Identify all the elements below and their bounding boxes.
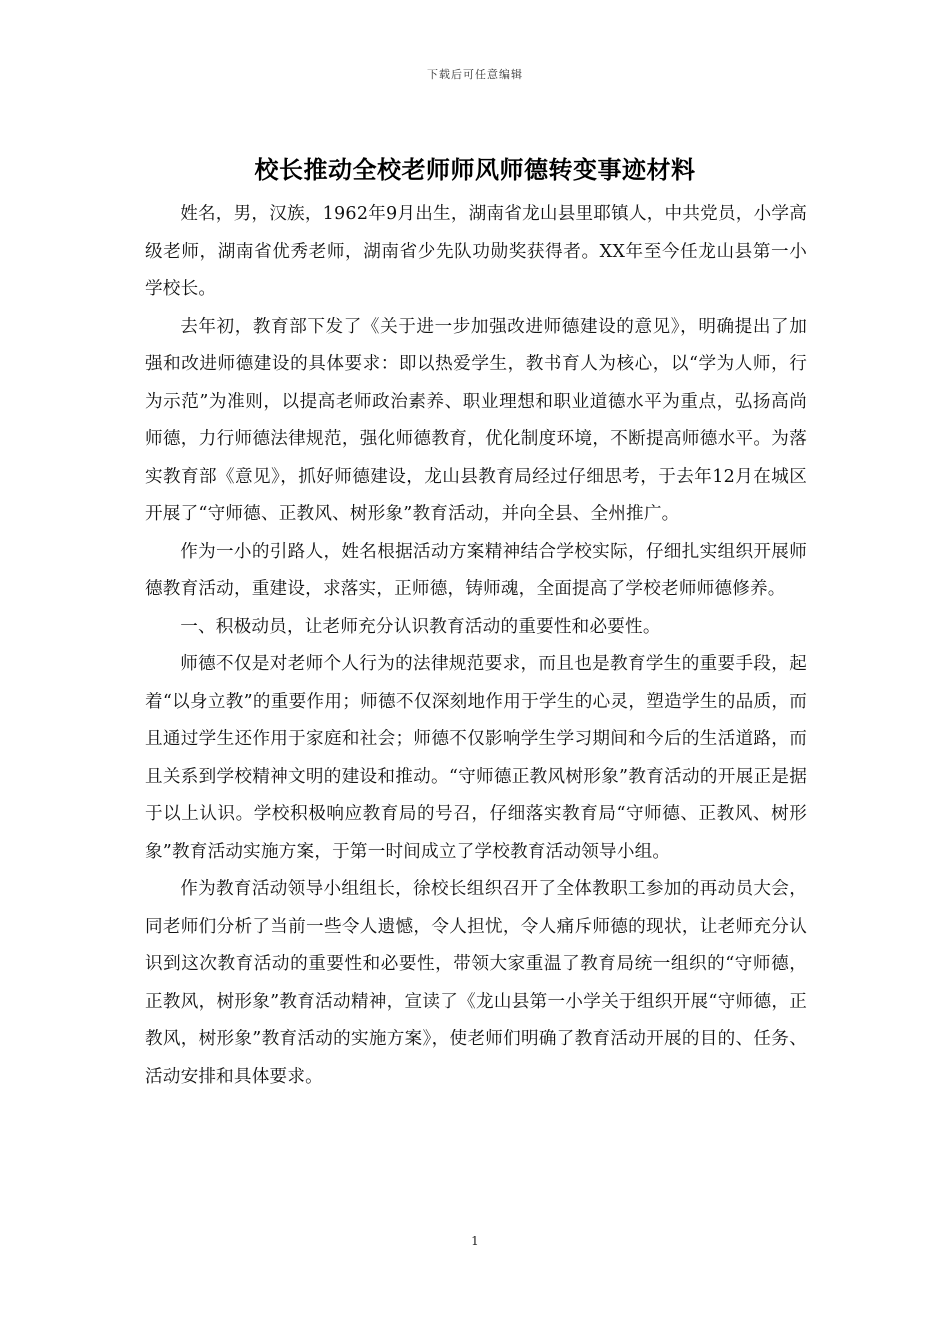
page-header: 下载后可任意编辑 bbox=[427, 68, 523, 81]
paragraph-bio: 姓名，男，汉族，1962年9月出生，湖南省龙山县里耶镇人，中共党员，小学高级老师，湖南省优秀老师，湖南省少先队功勋奖获得者。XX年至今任龙山县第一小学校长。 bbox=[145, 204, 807, 299]
paragraph-leadership: 作为一小的引路人，姓名根据活动方案精神结合学校实际，仔细扎实组织开展师德教育活动，重建设，求落实，正师德，铸师魂，全面提高了学校老师师德修养。 bbox=[145, 541, 807, 599]
paragraph-mobilization: 作为教育活动领导小组组长，徐校长组织召开了全体教职工参加的再动员大会，同老师们分析了当前一些令人遗憾，令人担忧，令人痛斥师德的现状，让老师充分认识到这次教育活动的重要性和必要性，带领大家重温了教育局统一组织的“守师德，正教风，树形象”教育活动精神，宣读了《龙山县第一小学关于组织开展“守师德，正教风，树形象”教育活动的实施方案》，使老师们明确了教育活动开展的目的、任务、活动安排和具体要求。 bbox=[145, 879, 807, 1087]
document-body bbox=[145, 196, 807, 1096]
paragraph-importance: 师德不仅是对老师个人行为的法律规范要求，而且也是教育学生的重要手段，起着“以身立教”的重要作用；师德不仅深刻地作用于学生的心灵，塑造学生的品质，而且通过学生还作用于家庭和社会；师德不仅影响学生学习期间和今后的生活道路，而且关系到学校精神文明的建设和推动。“守师德正教风树形象”教育活动的开展正是据于以上认识。学校积极响应教育局的号召，仔细落实教育局“守师德、正教风、树形象”教育活动实施方案，于第一时间成立了学校教育活动领导小组。 bbox=[145, 654, 807, 862]
page-number: 1 bbox=[471, 1234, 479, 1248]
paragraph-background: 去年初，教育部下发了《关于进一步加强改进师德建设的意见》，明确提出了加强和改进师德建设的具体要求：即以热爱学生，教书育人为核心，以“学为人师，行为示范”为准则，以提高老师政治素养、职业理想和职业道德水平为重点，弘扬高尚师德，力行师德法律规范，强化师德教育，优化制度环境，不断提高师德水平。为落实教育部《意见》，抓好师德建设，龙山县教育局经过仔细思考，于去年12月在城区开展了“守师德、正教风、树形象”教育活动，并向全县、全州推广。 bbox=[145, 316, 807, 524]
document-title: 校长推动全校老师师风师德转变事迹材料 bbox=[254, 156, 696, 184]
section-heading-1: 一、积极动员，让老师充分认识教育活动的重要性和必要性。 bbox=[180, 616, 661, 637]
